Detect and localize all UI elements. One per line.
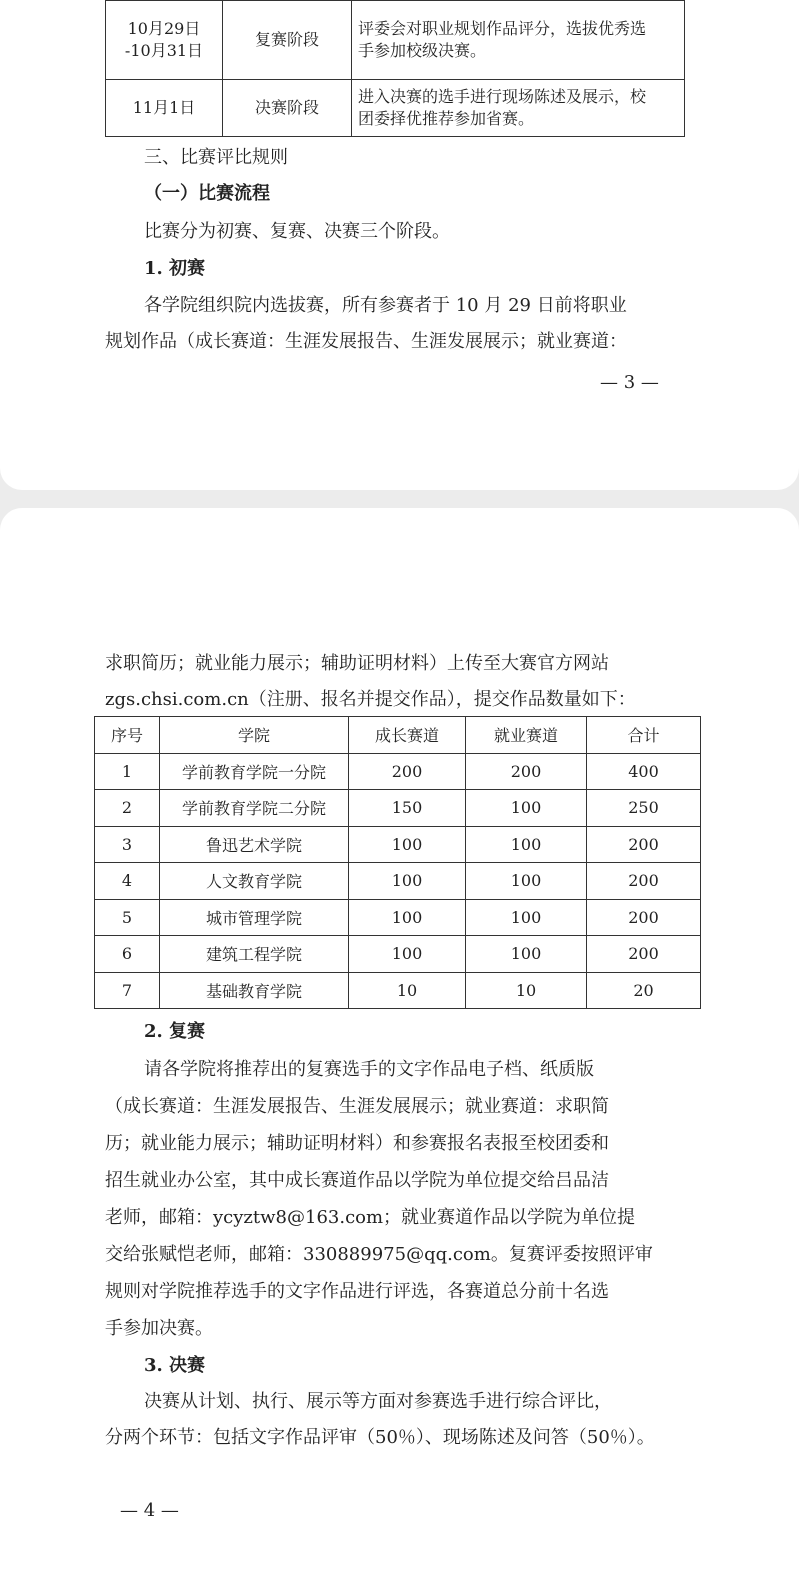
paragraph-line: 老师，邮箱：ycyztw8@163.com；就业赛道作品以学院为单位提 bbox=[105, 1207, 636, 1228]
document-page-3 bbox=[0, 0, 799, 490]
table-row bbox=[95, 826, 701, 863]
table-row bbox=[95, 936, 701, 973]
document-page-4 bbox=[0, 508, 799, 1593]
table-cell: 200 bbox=[349, 753, 466, 790]
table-row bbox=[95, 972, 701, 1009]
table-cell: 100 bbox=[349, 863, 466, 900]
table-row bbox=[95, 863, 701, 900]
paragraph-line: 请各学院将推荐出的复赛选手的文字作品电子档、纸质版 bbox=[144, 1059, 594, 1080]
table-cell: 城市管理学院 bbox=[160, 899, 349, 936]
table-cell: 3 bbox=[95, 826, 160, 863]
sub-heading: （一）比赛流程 bbox=[144, 183, 270, 204]
table-header-cell: 就业赛道 bbox=[466, 717, 587, 754]
table-cell: 复赛阶段 bbox=[223, 1, 352, 80]
table-cell: 5 bbox=[95, 899, 160, 936]
page-number: — 3 — bbox=[600, 372, 659, 393]
paragraph-line: 比赛分为初赛、复赛、决赛三个阶段。 bbox=[144, 221, 450, 242]
table-cell: 100 bbox=[466, 863, 587, 900]
table-cell: 进入决赛的选手进行现场陈述及展示，校 团委择优推荐参加省赛。 bbox=[352, 80, 685, 137]
table-cell: 鲁迅艺术学院 bbox=[160, 826, 349, 863]
table-cell: 1 bbox=[95, 753, 160, 790]
paragraph-line: 历；就业能力展示；辅助证明材料）和参赛报名表报至校团委和 bbox=[105, 1133, 609, 1154]
table-header-cell: 学院 bbox=[160, 717, 349, 754]
paragraph-line: （成长赛道：生涯发展报告、生涯发展展示；就业赛道：求职简 bbox=[105, 1096, 609, 1117]
table-cell: 6 bbox=[95, 936, 160, 973]
table-header-cell: 成长赛道 bbox=[349, 717, 466, 754]
table-cell: 基础教育学院 bbox=[160, 972, 349, 1009]
table-cell: 200 bbox=[587, 826, 701, 863]
table-cell: 200 bbox=[466, 753, 587, 790]
paragraph-line: 招生就业办公室，其中成长赛道作品以学院为单位提交给吕品洁 bbox=[105, 1170, 609, 1191]
table-cell: 150 bbox=[349, 790, 466, 827]
paragraph-line: 分两个环节：包括文字作品评审（50％）、现场陈述及问答（50％）。 bbox=[105, 1427, 655, 1448]
table-row bbox=[95, 790, 701, 827]
table-cell: 11月1日 bbox=[106, 80, 223, 137]
table-row bbox=[106, 80, 685, 137]
heading-round1: 1. 初赛 bbox=[144, 258, 206, 279]
table-header-cell: 合计 bbox=[587, 717, 701, 754]
table-row bbox=[106, 1, 685, 80]
table-header-cell: 序号 bbox=[95, 717, 160, 754]
table-cell: 人文教育学院 bbox=[160, 863, 349, 900]
paragraph-line: 各学院组织院内选拔赛，所有参赛者于 10 月 29 日前将职业 bbox=[144, 295, 627, 316]
table-row bbox=[95, 753, 701, 790]
table-cell: 100 bbox=[349, 826, 466, 863]
paragraph-line: 规则对学院推荐选手的文字作品进行评选，各赛道总分前十名选 bbox=[105, 1281, 609, 1302]
table-cell: 决赛阶段 bbox=[223, 80, 352, 137]
heading-round3: 3. 决赛 bbox=[144, 1355, 206, 1376]
table-cell: 评委会对职业规划作品评分，选拔优秀选 手参加校级决赛。 bbox=[352, 1, 685, 80]
paragraph-line: 求职简历；就业能力展示；辅助证明材料）上传至大赛官方网站 bbox=[105, 653, 609, 674]
table-cell: 100 bbox=[466, 826, 587, 863]
table-cell: 200 bbox=[587, 863, 701, 900]
paragraph-line: 交给张赋恺老师，邮箱：330889975@qq.com。复赛评委按照评审 bbox=[105, 1244, 653, 1265]
table-cell: 100 bbox=[349, 899, 466, 936]
table-cell: 学前教育学院二分院 bbox=[160, 790, 349, 827]
table-cell: 7 bbox=[95, 972, 160, 1009]
table-cell: 100 bbox=[466, 899, 587, 936]
paragraph-line: 手参加决赛。 bbox=[105, 1318, 213, 1339]
table-cell: 4 bbox=[95, 863, 160, 900]
schedule-table bbox=[105, 0, 685, 137]
table-cell: 100 bbox=[466, 790, 587, 827]
table-cell: 20 bbox=[587, 972, 701, 1009]
table-cell: 100 bbox=[466, 936, 587, 973]
table-cell: 建筑工程学院 bbox=[160, 936, 349, 973]
page-number: — 4 — bbox=[120, 1500, 179, 1521]
paragraph-line: zgs.chsi.com.cn（注册、报名并提交作品），提交作品数量如下： bbox=[105, 689, 636, 710]
table-cell: 100 bbox=[349, 936, 466, 973]
table-row bbox=[95, 899, 701, 936]
table-cell: 2 bbox=[95, 790, 160, 827]
table-cell: 200 bbox=[587, 936, 701, 973]
section-heading: 三、比赛评比规则 bbox=[144, 147, 288, 168]
paragraph-line: 规划作品（成长赛道：生涯发展报告、生涯发展展示；就业赛道： bbox=[105, 331, 627, 352]
paragraph-line: 决赛从计划、执行、展示等方面对参赛选手进行综合评比， bbox=[144, 1391, 612, 1412]
table-cell: 10月29日 -10月31日 bbox=[106, 1, 223, 80]
heading-round2: 2. 复赛 bbox=[144, 1021, 206, 1042]
table-cell: 400 bbox=[587, 753, 701, 790]
table-cell: 10 bbox=[349, 972, 466, 1009]
table-cell: 10 bbox=[466, 972, 587, 1009]
table-header-row bbox=[95, 717, 701, 754]
table-cell: 学前教育学院一分院 bbox=[160, 753, 349, 790]
table-cell: 200 bbox=[587, 899, 701, 936]
table-cell: 250 bbox=[587, 790, 701, 827]
quota-table bbox=[94, 716, 701, 1009]
